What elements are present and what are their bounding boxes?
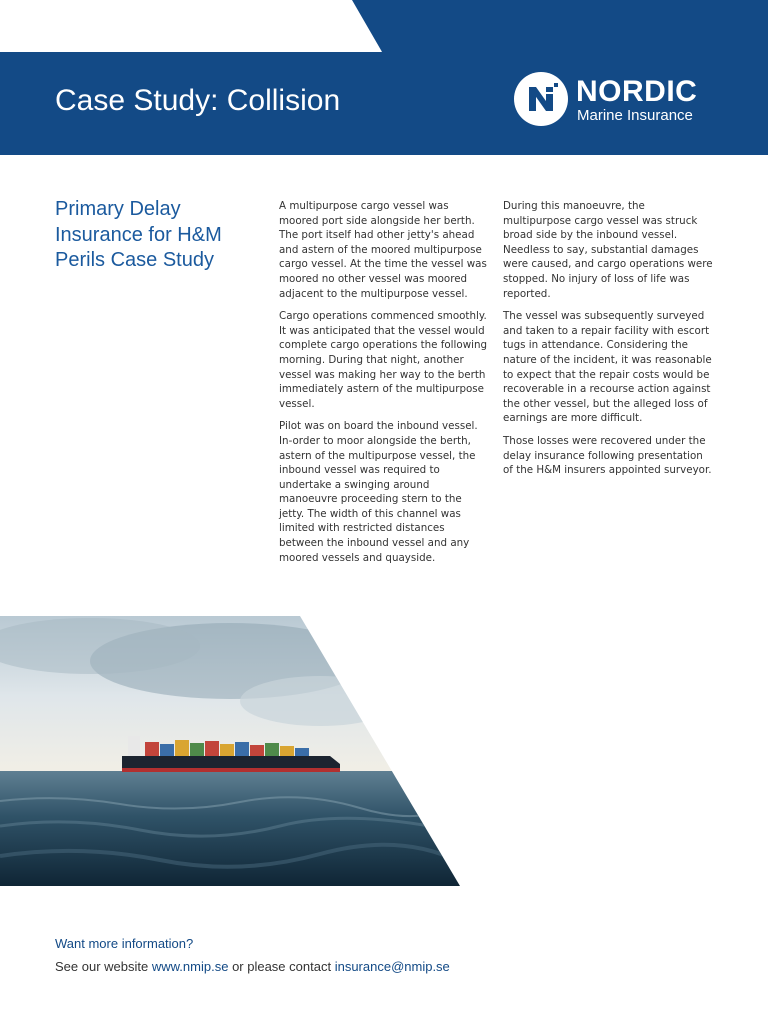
body-column-1 (279, 199, 489, 573)
website-link[interactable]: www.nmip.se (151, 959, 229, 974)
paragraph: A multipurpose cargo vessel was moored port side alongside her berth. The port itself had other jetty's ahead and astern of the moored multipurpose cargo vessel. At the time the vessel was moored no other vessel was moored adjacent to the multipurpose vessel. (279, 200, 487, 300)
footer-see-text: See our website (55, 959, 149, 974)
paragraph: Those losses were recovered under the delay insurance following presentation of the H&M insurers appointed surveyor. (503, 434, 712, 477)
paragraph: During this manoeuvre, the multipurpose cargo vessel was struck broad side by the inbound vessel. Needless to say, substantial damages were caused, and cargo operations were stopped. No injury of loss of life was reported. (503, 200, 713, 300)
logo-name: NORDIC (576, 75, 698, 108)
paragraph: The vessel was subsequently surveyed and taken to a repair facility with escort tugs in attendance. Considering the nature of the incident, it was reasonable to expect that the repair costs would be recoverable in a recourse action against the other vessel, but the alleged loss of earnings are more difficult. (503, 310, 712, 425)
page-title: Case Study: Collision (55, 84, 341, 117)
header-tab-shape (352, 0, 768, 54)
email-link[interactable]: insurance@nmip.se (334, 959, 450, 974)
logo-subtitle: Marine Insurance (577, 107, 693, 124)
body-column-2 (503, 199, 713, 486)
footer-contact-line (55, 959, 450, 974)
footer-question: Want more information? (55, 936, 194, 951)
cargo-ship-photo (0, 616, 460, 886)
paragraph: Pilot was on board the inbound vessel. In-order to moor alongside the berth, astern of the multipurpose vessel, the inbound vessel was required to undertake a swinging around manoeuvre proceeding stern to the jetty. The width of this channel was limited with restricted distances between the inbound vessel and any moored vessels and quayside. (279, 420, 478, 564)
section-heading: Primary Delay Insurance for H&M Perils Case Study (55, 198, 222, 271)
logo-mark-icon (514, 72, 568, 126)
nordic-logo (514, 72, 724, 126)
paragraph: Cargo operations commenced smoothly. It was anticipated that the vessel would complete cargo operations the following morning. During that night, another vessel was making her way to the berth immediately astern of the multipurpose vessel. (279, 310, 488, 410)
footer-or-text: or please contact (232, 959, 332, 974)
